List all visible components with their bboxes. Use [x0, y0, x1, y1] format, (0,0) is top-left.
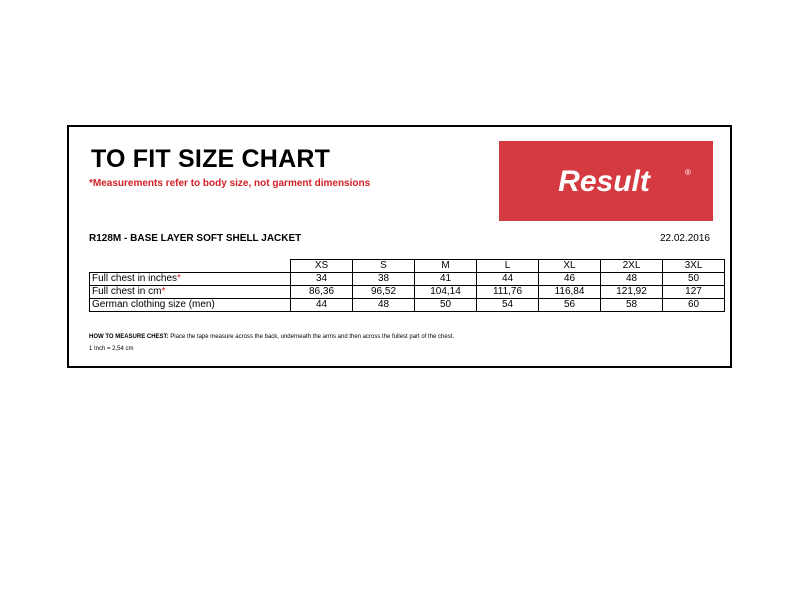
how-to-measure: [89, 333, 454, 341]
row-label: Full chest in cm: [92, 286, 162, 297]
table-cell: 44: [477, 273, 539, 286]
how-to-measure-text: Place the tape measure across the back, underneath the arms and then across the fullest part of the chest.: [168, 334, 455, 340]
size-header-cell: L: [477, 260, 539, 273]
table-cell: 127: [663, 286, 725, 299]
table-cell: 48: [353, 299, 415, 312]
inch-conversion: 1 Inch = 2,54 cm: [89, 346, 134, 352]
how-to-measure-label: HOW TO MEASURE CHEST:: [89, 334, 169, 340]
table-cell: 60: [663, 299, 725, 312]
table-cell: 56: [539, 299, 601, 312]
table-cell: 116,84: [539, 286, 601, 299]
table-cell: 111,76: [477, 286, 539, 299]
size-header-cell: 2XL: [601, 260, 663, 273]
size-header-cell: XL: [539, 260, 601, 273]
table-cell: 34: [291, 273, 353, 286]
brand-text: Result: [558, 165, 650, 198]
product-name: R128M - BASE LAYER SOFT SHELL JACKET: [89, 233, 302, 244]
table-cell: 104,14: [415, 286, 477, 299]
result-logo-wordmark: [516, 161, 696, 201]
size-header-cell: M: [415, 260, 477, 273]
measurement-note: *Measurements refer to body size, not garment dimensions: [89, 178, 371, 189]
table-cell: 46: [539, 273, 601, 286]
table-cell: 38: [353, 273, 415, 286]
table-cell: 121,92: [601, 286, 663, 299]
asterisk-marker: *: [161, 286, 166, 297]
table-row: [90, 299, 725, 312]
row-label-cell: [90, 286, 291, 299]
size-chart-sheet: [67, 125, 732, 368]
table-cell: 50: [663, 273, 725, 286]
size-header-cell: 3XL: [663, 260, 725, 273]
table-cell: 86,36: [291, 286, 353, 299]
table-row: [90, 273, 725, 286]
row-label: Full chest in inches: [92, 273, 178, 284]
table-cell: 44: [291, 299, 353, 312]
page-title: TO FIT SIZE CHART: [91, 145, 331, 173]
row-label-cell: [90, 273, 291, 286]
table-cell: 41: [415, 273, 477, 286]
row-label: German clothing size (men): [92, 299, 215, 310]
result-logo: [499, 141, 713, 221]
registered-mark: ®: [685, 168, 691, 177]
chart-date: 22.02.2016: [659, 233, 710, 244]
size-header-cell: XS: [291, 260, 353, 273]
size-header-row: [90, 260, 725, 273]
table-cell: 96,52: [353, 286, 415, 299]
table-row: [90, 286, 725, 299]
size-table: [89, 259, 725, 312]
table-cell: 54: [477, 299, 539, 312]
row-label-cell: [90, 299, 291, 312]
table-cell: 48: [601, 273, 663, 286]
asterisk-marker: *: [177, 273, 181, 284]
size-header-cell: S: [353, 260, 415, 273]
header-blank-cell: [90, 260, 291, 273]
table-cell: 58: [601, 299, 663, 312]
table-cell: 50: [415, 299, 477, 312]
